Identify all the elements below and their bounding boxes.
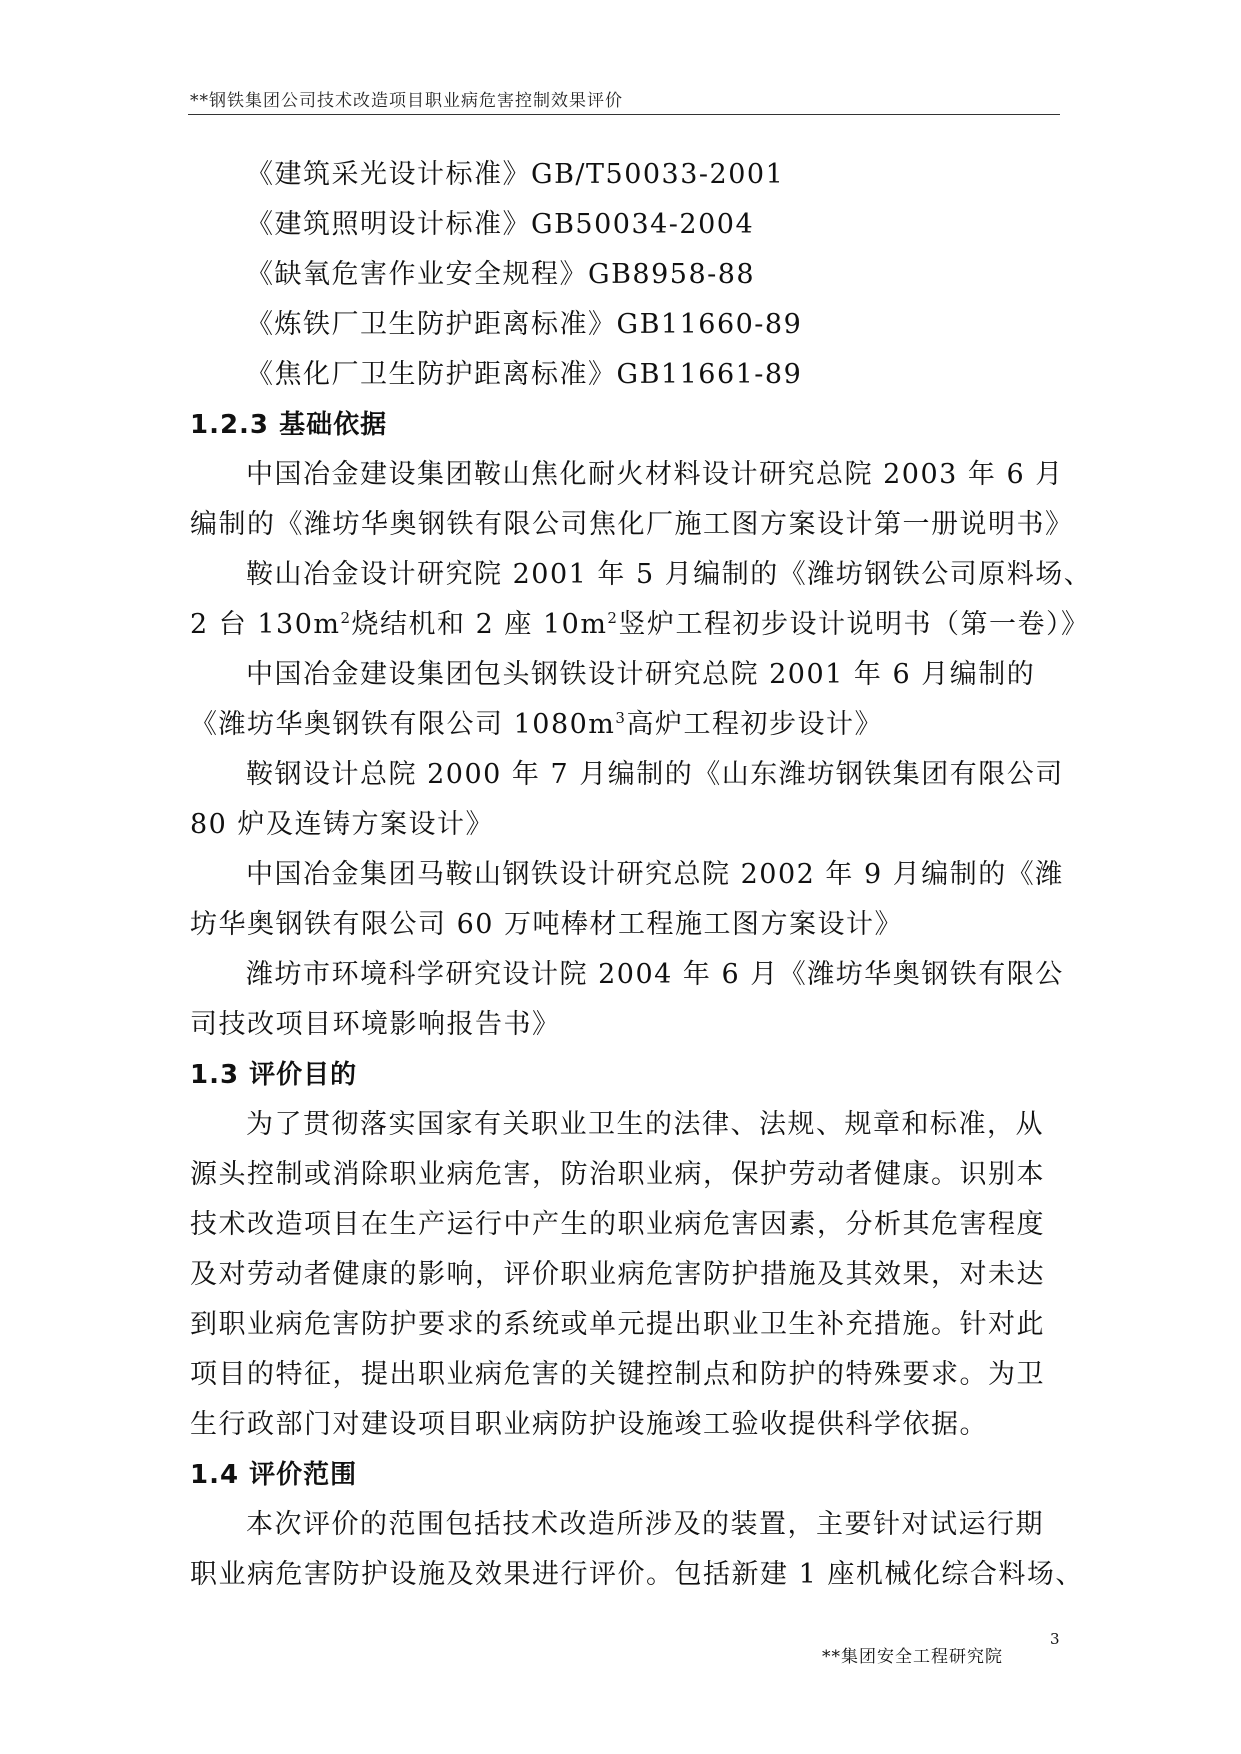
paragraph-line: 及对劳动者健康的影响，评价职业病危害防护措施及其效果，对未达: [190, 1259, 1045, 1290]
standard-item: 《缺氧危害作业安全规程》GB8958-88: [246, 259, 756, 290]
paragraph-line: 到职业病危害防护要求的系统或单元提出职业卫生补充措施。针对此: [190, 1309, 1045, 1340]
standard-item: 《建筑照明设计标准》GB50034-2004: [246, 209, 755, 240]
standard-item: 《焦化厂卫生防护距离标准》GB11661-89: [246, 359, 803, 390]
paragraph-line: 项目的特征，提出职业病危害的关键控制点和防护的特殊要求。为卫: [190, 1359, 1045, 1390]
paragraph-line: 坊华奥钢铁有限公司 60 万吨棒材工程施工图方案设计》: [190, 909, 904, 940]
paragraph-line: 中国冶金集团马鞍山钢铁设计研究总院 2002 年 9 月编制的《潍: [246, 859, 1064, 890]
section-heading-1-4: 1.4 评价范围: [190, 1460, 358, 1490]
superscript: 2: [607, 609, 619, 627]
running-header: **钢铁集团公司技术改造项目职业病危害控制效果评价: [190, 91, 623, 111]
text-segment: 烧结机和 2 座 10m: [351, 609, 608, 640]
paragraph-line: 本次评价的范围包括技术改造所涉及的装置，主要针对试运行期: [246, 1509, 1044, 1540]
document-body: [190, 150, 1093, 1600]
paragraph-line: 潍坊市环境科学研究设计院 2004 年 6 月《潍坊华奥钢铁有限公: [246, 959, 1064, 990]
paragraph-line: [190, 600, 1090, 650]
footer-organization: **集团安全工程研究院: [822, 1647, 1003, 1667]
superscript: 3: [615, 709, 627, 727]
paragraph-line: 中国冶金建设集团鞍山焦化耐火材料设计研究总院 2003 年 6 月: [246, 459, 1064, 490]
text-segment: 《潍坊华奥钢铁有限公司 1080m: [190, 709, 616, 740]
paragraph-line: 中国冶金建设集团包头钢铁设计研究总院 2001 年 6 月编制的: [246, 659, 1036, 690]
paragraph-line: 源头控制或消除职业病危害，防治职业病，保护劳动者健康。识别本: [190, 1159, 1045, 1190]
paragraph-line: 鞍钢设计总院 2000 年 7 月编制的《山东潍坊钢铁集团有限公司: [246, 759, 1064, 790]
text-segment: 高炉工程初步设计》: [626, 709, 883, 740]
section-heading-1-2-3: 1.2.3 基础依据: [190, 410, 388, 440]
paragraph-line: 司技改项目环境影响报告书》: [190, 1009, 561, 1040]
paragraph-line: 编制的《潍坊华奥钢铁有限公司焦化厂施工图方案设计第一册说明书》: [190, 509, 1074, 540]
superscript: 2: [340, 609, 352, 627]
section-heading-1-3: 1.3 评价目的: [190, 1060, 358, 1090]
standard-item: 《建筑采光设计标准》GB/T50033-2001: [246, 159, 785, 190]
header-divider: [188, 114, 1060, 115]
text-segment: 2 台 130m: [190, 609, 341, 640]
paragraph-line: 为了贯彻落实国家有关职业卫生的法律、法规、规章和标准，从: [246, 1109, 1044, 1140]
paragraph-line: 生行政部门对建设项目职业病防护设施竣工验收提供科学依据。: [190, 1409, 988, 1440]
paragraph-line: 80 炉及连铸方案设计》: [190, 809, 494, 840]
page-number: 3: [1050, 1630, 1060, 1648]
standard-item: 《炼铁厂卫生防护距离标准》GB11660-89: [246, 309, 803, 340]
text-segment: 竖炉工程初步设计说明书（第一卷）》: [618, 609, 1090, 640]
paragraph-line: 鞍山冶金设计研究院 2001 年 5 月编制的《潍坊钢铁公司原料场、: [246, 559, 1093, 590]
paragraph-line: 技术改造项目在生产运行中产生的职业病危害因素，分析其危害程度: [190, 1209, 1045, 1240]
paragraph-line: [190, 700, 1060, 750]
paragraph-line: 职业病危害防护设施及效果进行评价。包括新建 1 座机械化综合料场、: [190, 1559, 1084, 1590]
